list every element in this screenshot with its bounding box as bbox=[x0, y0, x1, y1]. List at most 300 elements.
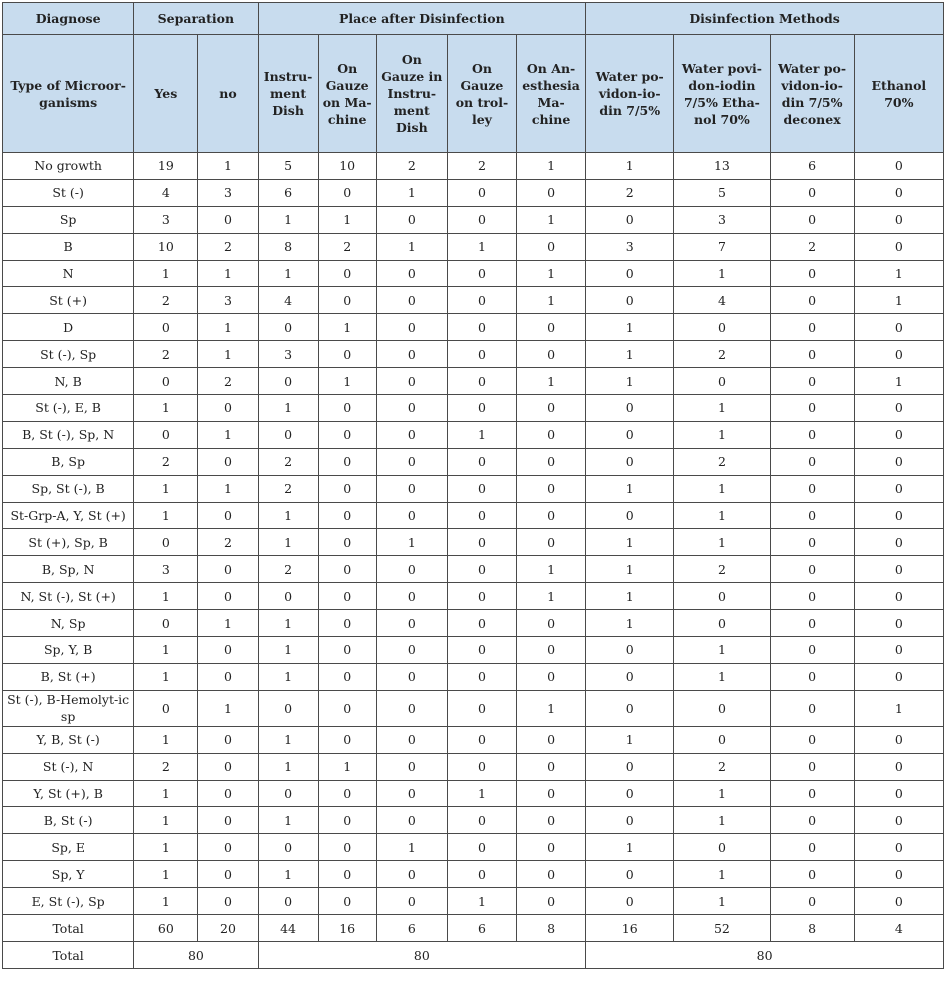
count-cell: 1 bbox=[586, 314, 674, 341]
microorganism-cell: Y, B, St (-) bbox=[3, 726, 134, 753]
count-cell: 0 bbox=[854, 475, 943, 502]
count-cell: 0 bbox=[586, 421, 674, 448]
count-cell: 0 bbox=[376, 637, 447, 664]
count-cell: 0 bbox=[770, 179, 854, 206]
microorganism-cell: No growth bbox=[3, 153, 134, 180]
count-cell: 0 bbox=[198, 448, 258, 475]
microorganism-cell: E, St (-), Sp bbox=[3, 888, 134, 915]
count-cell: 0 bbox=[586, 780, 674, 807]
count-cell: 0 bbox=[674, 314, 770, 341]
table-row bbox=[3, 834, 944, 861]
microorganism-cell: N, B bbox=[3, 368, 134, 395]
count-cell: 0 bbox=[134, 690, 198, 726]
header-no: no bbox=[198, 35, 258, 153]
microorganism-cell: St (-), B-Hemolyt-ic sp bbox=[3, 690, 134, 726]
count-cell: 0 bbox=[318, 583, 376, 610]
count-cell: 0 bbox=[376, 502, 447, 529]
count-cell: 2 bbox=[258, 475, 318, 502]
count-cell: 1 bbox=[674, 395, 770, 422]
count-cell: 1 bbox=[586, 368, 674, 395]
count-cell: 0 bbox=[854, 807, 943, 834]
count-cell: 0 bbox=[854, 861, 943, 888]
count-cell: 0 bbox=[854, 637, 943, 664]
count-cell: 0 bbox=[376, 888, 447, 915]
total-cell: 60 bbox=[134, 915, 198, 942]
grand-total-label: Total bbox=[3, 942, 134, 969]
count-cell: 0 bbox=[447, 556, 516, 583]
count-cell: 3 bbox=[674, 206, 770, 233]
header-anesthesia: On An-esthesia Ma-chine bbox=[517, 35, 586, 153]
total-row bbox=[3, 915, 944, 942]
count-cell: 1 bbox=[586, 341, 674, 368]
header-methods: Disinfection Methods bbox=[586, 3, 944, 35]
total-cell: 44 bbox=[258, 915, 318, 942]
count-cell: 0 bbox=[586, 690, 674, 726]
count-cell: 1 bbox=[198, 421, 258, 448]
count-cell: 0 bbox=[198, 206, 258, 233]
count-cell: 0 bbox=[447, 861, 516, 888]
count-cell: 1 bbox=[674, 780, 770, 807]
count-cell: 0 bbox=[517, 475, 586, 502]
count-cell: 5 bbox=[674, 179, 770, 206]
count-cell: 0 bbox=[586, 807, 674, 834]
header-gauze-machine: On Gauze on Ma-chine bbox=[318, 35, 376, 153]
count-cell: 1 bbox=[674, 663, 770, 690]
count-cell: 0 bbox=[318, 861, 376, 888]
table-row bbox=[3, 502, 944, 529]
table-row bbox=[3, 395, 944, 422]
count-cell: 0 bbox=[376, 583, 447, 610]
count-cell: 2 bbox=[258, 556, 318, 583]
total-cell: 16 bbox=[318, 915, 376, 942]
count-cell: 0 bbox=[376, 260, 447, 287]
count-cell: 0 bbox=[318, 556, 376, 583]
count-cell: 0 bbox=[376, 421, 447, 448]
count-cell: 2 bbox=[198, 233, 258, 260]
table-row bbox=[3, 637, 944, 664]
count-cell: 1 bbox=[854, 260, 943, 287]
count-cell: 0 bbox=[258, 421, 318, 448]
microorganism-cell: Sp, St (-), B bbox=[3, 475, 134, 502]
count-cell: 0 bbox=[517, 448, 586, 475]
table-row bbox=[3, 690, 944, 726]
count-cell: 0 bbox=[318, 448, 376, 475]
count-cell: 0 bbox=[447, 395, 516, 422]
count-cell: 0 bbox=[447, 314, 516, 341]
count-cell: 0 bbox=[770, 448, 854, 475]
count-cell: 0 bbox=[447, 807, 516, 834]
count-cell: 0 bbox=[376, 341, 447, 368]
count-cell: 0 bbox=[134, 368, 198, 395]
count-cell: 0 bbox=[134, 610, 198, 637]
count-cell: 1 bbox=[674, 502, 770, 529]
microorganism-cell: B, St (+) bbox=[3, 663, 134, 690]
count-cell: 0 bbox=[517, 395, 586, 422]
count-cell: 0 bbox=[854, 834, 943, 861]
microorganism-cell: B, St (-), Sp, N bbox=[3, 421, 134, 448]
count-cell: 0 bbox=[447, 583, 516, 610]
count-cell: 1 bbox=[586, 529, 674, 556]
count-cell: 1 bbox=[318, 314, 376, 341]
count-cell: 2 bbox=[198, 529, 258, 556]
count-cell: 0 bbox=[854, 233, 943, 260]
count-cell: 0 bbox=[318, 637, 376, 664]
microorganism-cell: N, St (-), St (+) bbox=[3, 583, 134, 610]
header-group-row bbox=[3, 3, 944, 35]
count-cell: 1 bbox=[198, 610, 258, 637]
count-cell: 0 bbox=[198, 502, 258, 529]
count-cell: 1 bbox=[447, 888, 516, 915]
count-cell: 0 bbox=[376, 206, 447, 233]
count-cell: 0 bbox=[854, 153, 943, 180]
count-cell: 0 bbox=[517, 888, 586, 915]
table-row bbox=[3, 861, 944, 888]
count-cell: 1 bbox=[447, 421, 516, 448]
count-cell: 0 bbox=[198, 556, 258, 583]
count-cell: 0 bbox=[770, 637, 854, 664]
count-cell: 0 bbox=[517, 341, 586, 368]
table-row bbox=[3, 663, 944, 690]
grand-total-row bbox=[3, 942, 944, 969]
total-cell: 20 bbox=[198, 915, 258, 942]
count-cell: 0 bbox=[447, 502, 516, 529]
header-type: Type of Microor-ganisms bbox=[3, 35, 134, 153]
total-cell: 8 bbox=[517, 915, 586, 942]
count-cell: 0 bbox=[770, 206, 854, 233]
count-cell: 0 bbox=[258, 780, 318, 807]
count-cell: 0 bbox=[586, 448, 674, 475]
count-cell: 0 bbox=[674, 726, 770, 753]
count-cell: 1 bbox=[517, 690, 586, 726]
count-cell: 0 bbox=[447, 260, 516, 287]
count-cell: 1 bbox=[134, 861, 198, 888]
count-cell: 0 bbox=[198, 807, 258, 834]
count-cell: 0 bbox=[674, 690, 770, 726]
count-cell: 0 bbox=[318, 610, 376, 637]
count-cell: 0 bbox=[517, 529, 586, 556]
count-cell: 0 bbox=[376, 663, 447, 690]
count-cell: 0 bbox=[447, 726, 516, 753]
count-cell: 0 bbox=[134, 314, 198, 341]
header-gauze-trolley: On Gauze on trol-ley bbox=[447, 35, 516, 153]
table-row bbox=[3, 206, 944, 233]
count-cell: 0 bbox=[376, 448, 447, 475]
count-cell: 0 bbox=[854, 888, 943, 915]
count-cell: 0 bbox=[447, 663, 516, 690]
count-cell: 0 bbox=[517, 637, 586, 664]
grand-total-separation: 80 bbox=[134, 942, 258, 969]
count-cell: 5 bbox=[258, 153, 318, 180]
microorganism-cell: D bbox=[3, 314, 134, 341]
header-place: Place after Disinfection bbox=[258, 3, 586, 35]
count-cell: 0 bbox=[770, 583, 854, 610]
count-cell: 0 bbox=[447, 206, 516, 233]
count-cell: 1 bbox=[586, 834, 674, 861]
count-cell: 1 bbox=[258, 206, 318, 233]
count-cell: 0 bbox=[770, 726, 854, 753]
table-row bbox=[3, 529, 944, 556]
count-cell: 1 bbox=[854, 690, 943, 726]
count-cell: 0 bbox=[854, 502, 943, 529]
count-cell: 0 bbox=[376, 690, 447, 726]
count-cell: 0 bbox=[586, 287, 674, 314]
count-cell: 6 bbox=[770, 153, 854, 180]
count-cell: 0 bbox=[318, 888, 376, 915]
count-cell: 0 bbox=[770, 368, 854, 395]
grand-total-place: 80 bbox=[258, 942, 586, 969]
count-cell: 1 bbox=[517, 583, 586, 610]
count-cell: 1 bbox=[258, 807, 318, 834]
count-cell: 1 bbox=[447, 780, 516, 807]
count-cell: 2 bbox=[134, 448, 198, 475]
table-row bbox=[3, 780, 944, 807]
count-cell: 0 bbox=[376, 556, 447, 583]
table-row bbox=[3, 475, 944, 502]
count-cell: 2 bbox=[258, 448, 318, 475]
count-cell: 0 bbox=[770, 690, 854, 726]
count-cell: 0 bbox=[318, 834, 376, 861]
count-cell: 3 bbox=[258, 341, 318, 368]
count-cell: 1 bbox=[586, 726, 674, 753]
count-cell: 0 bbox=[854, 583, 943, 610]
count-cell: 0 bbox=[674, 583, 770, 610]
count-cell: 1 bbox=[258, 861, 318, 888]
count-cell: 1 bbox=[258, 529, 318, 556]
count-cell: 1 bbox=[258, 663, 318, 690]
count-cell: 1 bbox=[447, 233, 516, 260]
count-cell: 0 bbox=[318, 341, 376, 368]
count-cell: 1 bbox=[198, 153, 258, 180]
count-cell: 0 bbox=[770, 663, 854, 690]
count-cell: 0 bbox=[854, 610, 943, 637]
count-cell: 1 bbox=[854, 368, 943, 395]
count-cell: 0 bbox=[318, 260, 376, 287]
count-cell: 0 bbox=[376, 780, 447, 807]
microorganism-cell: Y, St (+), B bbox=[3, 780, 134, 807]
microorganism-cell: N, Sp bbox=[3, 610, 134, 637]
count-cell: 0 bbox=[447, 753, 516, 780]
count-cell: 0 bbox=[770, 556, 854, 583]
count-cell: 1 bbox=[674, 260, 770, 287]
count-cell: 0 bbox=[770, 753, 854, 780]
count-cell: 1 bbox=[674, 637, 770, 664]
count-cell: 3 bbox=[134, 556, 198, 583]
count-cell: 1 bbox=[586, 583, 674, 610]
table-row bbox=[3, 287, 944, 314]
header-water-pvi-ethanol: Water povi-don-iodin 7/5% Etha-nol 70% bbox=[674, 35, 770, 153]
microorganism-table bbox=[2, 2, 944, 969]
count-cell: 0 bbox=[770, 260, 854, 287]
count-cell: 0 bbox=[674, 610, 770, 637]
count-cell: 1 bbox=[586, 475, 674, 502]
microorganism-cell: Sp, E bbox=[3, 834, 134, 861]
count-cell: 0 bbox=[447, 475, 516, 502]
count-cell: 1 bbox=[134, 726, 198, 753]
count-cell: 1 bbox=[198, 341, 258, 368]
count-cell: 0 bbox=[770, 861, 854, 888]
header-diagnose: Diagnose bbox=[3, 3, 134, 35]
count-cell: 0 bbox=[198, 583, 258, 610]
count-cell: 0 bbox=[376, 475, 447, 502]
count-cell: 0 bbox=[517, 780, 586, 807]
count-cell: 0 bbox=[447, 529, 516, 556]
count-cell: 0 bbox=[854, 780, 943, 807]
count-cell: 0 bbox=[770, 421, 854, 448]
count-cell: 0 bbox=[258, 314, 318, 341]
count-cell: 0 bbox=[770, 314, 854, 341]
header-water-pvi: Water po-vidon-io-din 7/5% bbox=[586, 35, 674, 153]
count-cell: 0 bbox=[318, 421, 376, 448]
count-cell: 1 bbox=[134, 395, 198, 422]
count-cell: 1 bbox=[854, 287, 943, 314]
count-cell: 0 bbox=[376, 610, 447, 637]
count-cell: 7 bbox=[674, 233, 770, 260]
count-cell: 6 bbox=[258, 179, 318, 206]
count-cell: 1 bbox=[674, 421, 770, 448]
count-cell: 0 bbox=[318, 179, 376, 206]
count-cell: 0 bbox=[770, 502, 854, 529]
count-cell: 0 bbox=[376, 314, 447, 341]
count-cell: 10 bbox=[318, 153, 376, 180]
count-cell: 0 bbox=[770, 395, 854, 422]
count-cell: 19 bbox=[134, 153, 198, 180]
header-sub-row bbox=[3, 35, 944, 153]
microorganism-cell: St (-), N bbox=[3, 753, 134, 780]
count-cell: 1 bbox=[376, 529, 447, 556]
table-row bbox=[3, 726, 944, 753]
count-cell: 1 bbox=[318, 368, 376, 395]
total-cell: 16 bbox=[586, 915, 674, 942]
count-cell: 0 bbox=[586, 861, 674, 888]
count-cell: 1 bbox=[134, 475, 198, 502]
header-instrument-dish: Instru-ment Dish bbox=[258, 35, 318, 153]
count-cell: 0 bbox=[854, 448, 943, 475]
count-cell: 2 bbox=[318, 233, 376, 260]
count-cell: 0 bbox=[318, 663, 376, 690]
count-cell: 0 bbox=[586, 637, 674, 664]
count-cell: 1 bbox=[134, 663, 198, 690]
count-cell: 1 bbox=[674, 861, 770, 888]
table-row bbox=[3, 260, 944, 287]
count-cell: 0 bbox=[517, 753, 586, 780]
count-cell: 0 bbox=[517, 861, 586, 888]
count-cell: 0 bbox=[198, 663, 258, 690]
count-cell: 0 bbox=[770, 341, 854, 368]
count-cell: 0 bbox=[517, 314, 586, 341]
count-cell: 0 bbox=[318, 726, 376, 753]
count-cell: 4 bbox=[674, 287, 770, 314]
count-cell: 1 bbox=[134, 583, 198, 610]
count-cell: 0 bbox=[770, 807, 854, 834]
count-cell: 0 bbox=[517, 807, 586, 834]
count-cell: 1 bbox=[517, 153, 586, 180]
count-cell: 0 bbox=[318, 502, 376, 529]
count-cell: 0 bbox=[376, 861, 447, 888]
count-cell: 4 bbox=[134, 179, 198, 206]
count-cell: 0 bbox=[770, 780, 854, 807]
count-cell: 0 bbox=[318, 529, 376, 556]
count-cell: 0 bbox=[376, 726, 447, 753]
count-cell: 0 bbox=[854, 341, 943, 368]
count-cell: 13 bbox=[674, 153, 770, 180]
microorganism-cell: B bbox=[3, 233, 134, 260]
count-cell: 0 bbox=[198, 780, 258, 807]
count-cell: 0 bbox=[770, 888, 854, 915]
table-row bbox=[3, 421, 944, 448]
table-row bbox=[3, 314, 944, 341]
microorganism-cell: St (+) bbox=[3, 287, 134, 314]
count-cell: 2 bbox=[447, 153, 516, 180]
count-cell: 1 bbox=[586, 610, 674, 637]
count-cell: 0 bbox=[854, 753, 943, 780]
count-cell: 0 bbox=[854, 529, 943, 556]
count-cell: 0 bbox=[517, 502, 586, 529]
count-cell: 0 bbox=[258, 888, 318, 915]
microorganism-cell: N bbox=[3, 260, 134, 287]
count-cell: 1 bbox=[134, 260, 198, 287]
total-cell: 8 bbox=[770, 915, 854, 942]
count-cell: 0 bbox=[198, 861, 258, 888]
count-cell: 0 bbox=[134, 421, 198, 448]
table-row bbox=[3, 807, 944, 834]
count-cell: 1 bbox=[258, 610, 318, 637]
count-cell: 4 bbox=[258, 287, 318, 314]
count-cell: 2 bbox=[674, 448, 770, 475]
count-cell: 1 bbox=[258, 753, 318, 780]
microorganism-cell: Sp, Y bbox=[3, 861, 134, 888]
count-cell: 2 bbox=[586, 179, 674, 206]
count-cell: 0 bbox=[586, 753, 674, 780]
table-row bbox=[3, 153, 944, 180]
total-cell: 4 bbox=[854, 915, 943, 942]
table-row bbox=[3, 556, 944, 583]
count-cell: 0 bbox=[447, 341, 516, 368]
count-cell: 1 bbox=[586, 153, 674, 180]
count-cell: 0 bbox=[447, 287, 516, 314]
count-cell: 0 bbox=[318, 475, 376, 502]
count-cell: 1 bbox=[517, 260, 586, 287]
count-cell: 1 bbox=[198, 690, 258, 726]
count-cell: 0 bbox=[258, 583, 318, 610]
count-cell: 0 bbox=[376, 287, 447, 314]
count-cell: 0 bbox=[198, 637, 258, 664]
microorganism-cell: St-Grp-A, Y, St (+) bbox=[3, 502, 134, 529]
count-cell: 0 bbox=[318, 690, 376, 726]
table-row bbox=[3, 753, 944, 780]
microorganism-cell: B, Sp, N bbox=[3, 556, 134, 583]
table-row bbox=[3, 448, 944, 475]
count-cell: 1 bbox=[134, 780, 198, 807]
table-row bbox=[3, 583, 944, 610]
count-cell: 0 bbox=[770, 475, 854, 502]
count-cell: 0 bbox=[517, 233, 586, 260]
count-cell: 0 bbox=[854, 314, 943, 341]
count-cell: 0 bbox=[854, 556, 943, 583]
count-cell: 2 bbox=[674, 753, 770, 780]
count-cell: 1 bbox=[134, 637, 198, 664]
table-row bbox=[3, 233, 944, 260]
count-cell: 0 bbox=[198, 888, 258, 915]
microorganism-cell: B, Sp bbox=[3, 448, 134, 475]
count-cell: 1 bbox=[674, 529, 770, 556]
count-cell: 1 bbox=[376, 179, 447, 206]
count-cell: 1 bbox=[258, 726, 318, 753]
count-cell: 0 bbox=[586, 502, 674, 529]
header-ethanol: Ethanol 70% bbox=[854, 35, 943, 153]
count-cell: 0 bbox=[376, 753, 447, 780]
header-yes: Yes bbox=[134, 35, 198, 153]
count-cell: 0 bbox=[854, 421, 943, 448]
